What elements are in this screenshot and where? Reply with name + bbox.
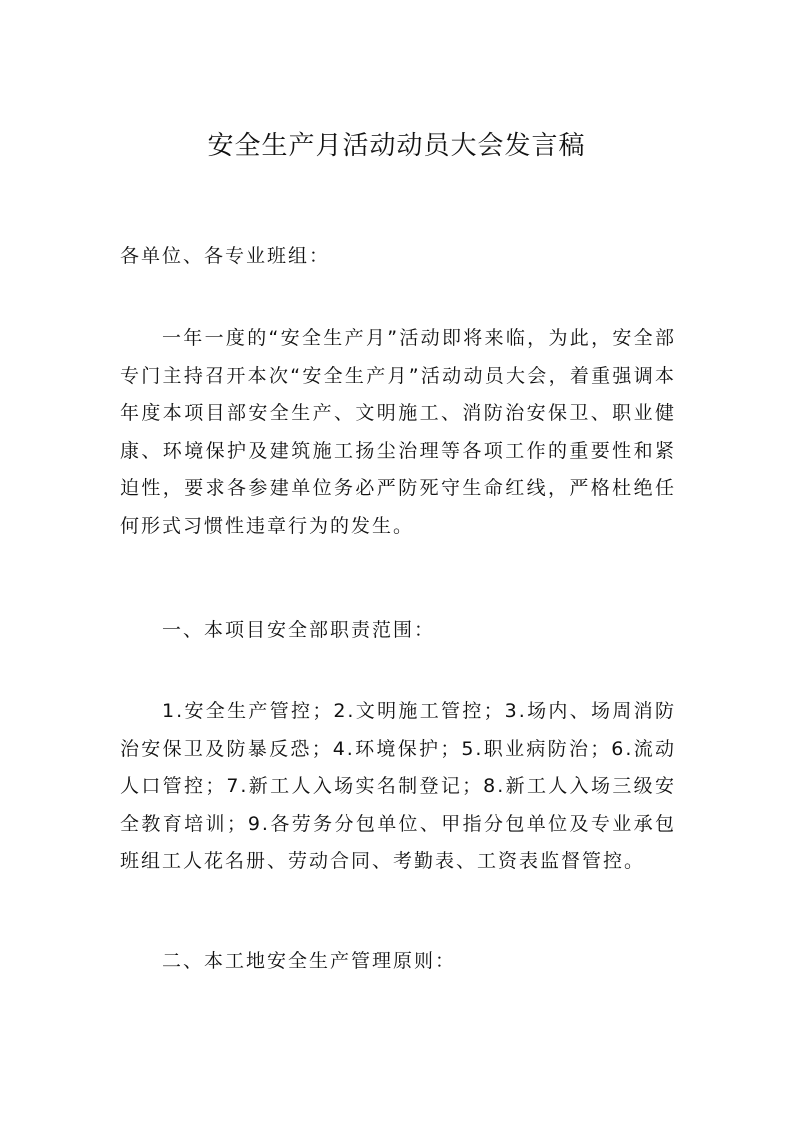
section-1-heading: 一、本项目安全部职责范围： (162, 619, 436, 641)
salutation: 各单位、各专业班组： (120, 245, 331, 267)
section-1-body: 1.安全生产管控；2.文明施工管控；3.场内、场周消防治安保卫及防暴反恐；4.环境保护；5.职业病防治；6.流动人口管控；7.新工人入场实名制登记；8.新工人入场三级安全教育培训；9.各劳务分包单位、甲指分包单位及专业承包班组工人花名册、劳动合同、考勤表、工资表监督管控。 (120, 700, 676, 872)
section-2-heading: 二、本工地安全生产管理原则： (162, 950, 457, 972)
intro-paragraph: 一年一度的“安全生产月”活动即将来临，为此，安全部专门主持召开本次“安全生产月”活动动员大会，着重强调本年度本项目部安全生产、文明施工、消防治安保卫、职业健康、环境保护及建筑施工扬尘治理等各项工作的重要性和紧迫性，要求各参建单位务必严防死守生命红线，严格杜绝任何形式习惯性违章行为的发生。 (120, 327, 676, 537)
document-title: 安全生产月活动动员大会发言稿 (207, 131, 586, 161)
